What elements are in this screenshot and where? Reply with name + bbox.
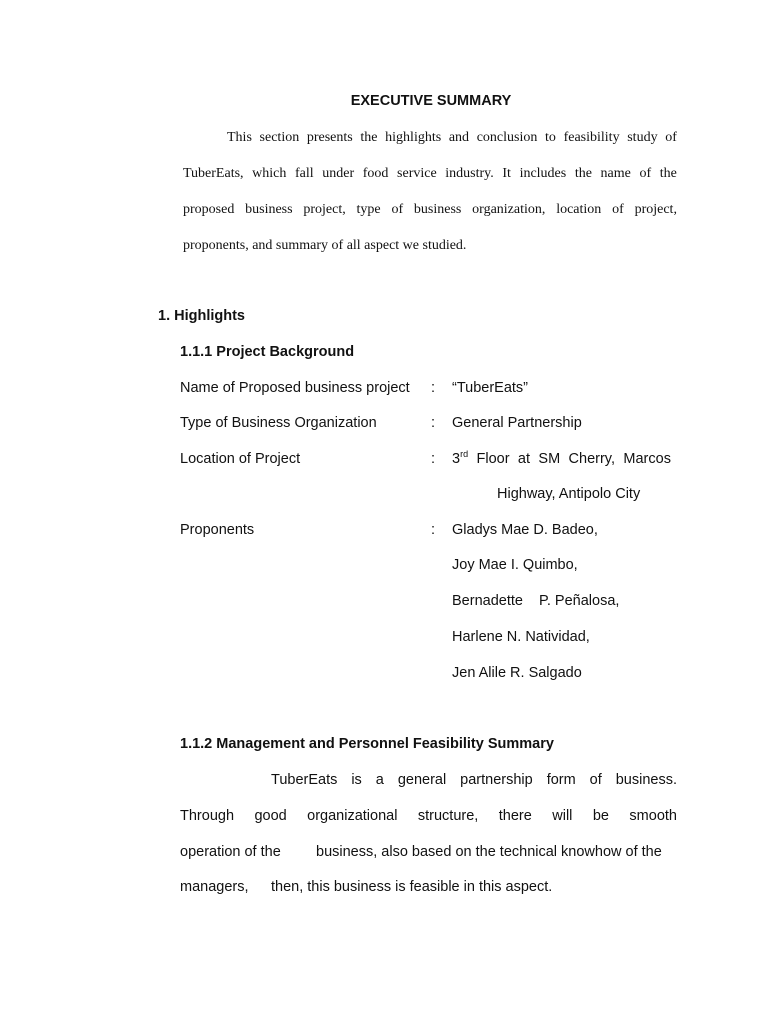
word: of xyxy=(612,202,624,217)
word: organizational xyxy=(307,808,398,824)
word: structure, xyxy=(417,808,479,824)
proponent-name: Harlene N. Natividad, xyxy=(452,629,590,645)
management-line-3a: operation of the xyxy=(180,844,281,860)
word: the xyxy=(659,166,677,181)
management-line-2 xyxy=(180,808,677,824)
word: This xyxy=(227,130,252,145)
location-value-line2: Highway, Antipolo City xyxy=(497,486,641,502)
location-word: at xyxy=(517,451,531,467)
word: proposed xyxy=(183,202,235,217)
word: business xyxy=(413,202,462,217)
proponent-name: Joy Mae I. Quimbo, xyxy=(452,557,578,573)
location-label: Location of Project xyxy=(180,451,301,467)
name-colon: : xyxy=(431,380,436,396)
word: form xyxy=(546,772,576,788)
name-label: Name of Proposed business project xyxy=(180,380,410,396)
word: service xyxy=(397,166,437,181)
word: TuberEats xyxy=(271,772,338,788)
type-colon: : xyxy=(431,415,436,431)
word: section xyxy=(259,130,300,145)
word: partnership xyxy=(460,772,533,788)
word: Through xyxy=(180,808,235,824)
word: of xyxy=(639,166,652,181)
word: feasibility xyxy=(563,130,620,145)
word: and xyxy=(448,130,470,145)
word: to xyxy=(545,130,556,145)
word: name xyxy=(600,166,631,181)
word: project, xyxy=(634,202,677,217)
word: the xyxy=(574,166,592,181)
word: industry. xyxy=(445,166,494,181)
word: conclusion xyxy=(476,130,538,145)
type-value: General Partnership xyxy=(452,415,582,431)
word: location xyxy=(556,202,602,217)
word: TuberEats, xyxy=(183,166,244,181)
word: food xyxy=(362,166,389,181)
intro-line-2 xyxy=(183,166,677,182)
word: organization, xyxy=(472,202,546,217)
section-heading-highlights: 1. Highlights xyxy=(158,308,245,324)
word: the xyxy=(360,130,378,145)
management-line-4a: managers, xyxy=(180,879,249,895)
word: business xyxy=(245,202,293,217)
word: of xyxy=(665,130,677,145)
word: is xyxy=(351,772,362,788)
location-value-line1 xyxy=(452,451,671,467)
intro-line-1 xyxy=(227,130,677,146)
management-line-3b: business, also based on the technical knowhow of the xyxy=(316,844,662,860)
word: general xyxy=(397,772,447,788)
word: will xyxy=(552,808,573,824)
word: good xyxy=(254,808,287,824)
word: of xyxy=(391,202,404,217)
location-word: Marcos xyxy=(623,451,671,467)
word: of xyxy=(589,772,602,788)
word: type xyxy=(356,202,381,217)
word: includes xyxy=(519,166,567,181)
proponent-name: Gladys Mae D. Badeo, xyxy=(452,522,598,538)
location-word: Floor xyxy=(476,451,510,467)
proponent-name: Bernadette P. Peñalosa, xyxy=(452,593,620,609)
location-floor: 3rd xyxy=(452,449,469,467)
word: fall xyxy=(294,166,314,181)
proponent-name: Jen Alile R. Salgado xyxy=(452,665,582,681)
word: there xyxy=(498,808,532,824)
intro-line-3 xyxy=(183,202,677,218)
word: project, xyxy=(303,202,346,217)
name-value: “TuberEats” xyxy=(452,380,529,396)
word: which xyxy=(252,166,287,181)
word: It xyxy=(502,166,511,181)
word: presents xyxy=(306,130,353,145)
word: highlights xyxy=(385,130,442,145)
word: be xyxy=(592,808,609,824)
page-title: EXECUTIVE SUMMARY xyxy=(350,93,512,109)
location-word: SM xyxy=(538,451,561,467)
word: study xyxy=(627,130,658,145)
subsection-heading-management: 1.1.2 Management and Personnel Feasibility Summary xyxy=(180,736,554,752)
word: a xyxy=(375,772,384,788)
type-label: Type of Business Organization xyxy=(180,415,377,431)
management-line-4b: then, this business is feasible in this aspect. xyxy=(271,879,553,895)
word: smooth xyxy=(629,808,677,824)
proponents-colon: : xyxy=(431,522,436,538)
management-line-1 xyxy=(271,772,677,788)
proponents-label: Proponents xyxy=(180,522,255,538)
intro-line-4: proponents, and summary of all aspect we studied. xyxy=(183,238,467,253)
location-colon: : xyxy=(431,451,436,467)
word: business. xyxy=(615,772,677,788)
location-word: Cherry, xyxy=(568,451,616,467)
subsection-heading-project-background: 1.1.1 Project Background xyxy=(180,344,355,360)
word: under xyxy=(322,166,355,181)
